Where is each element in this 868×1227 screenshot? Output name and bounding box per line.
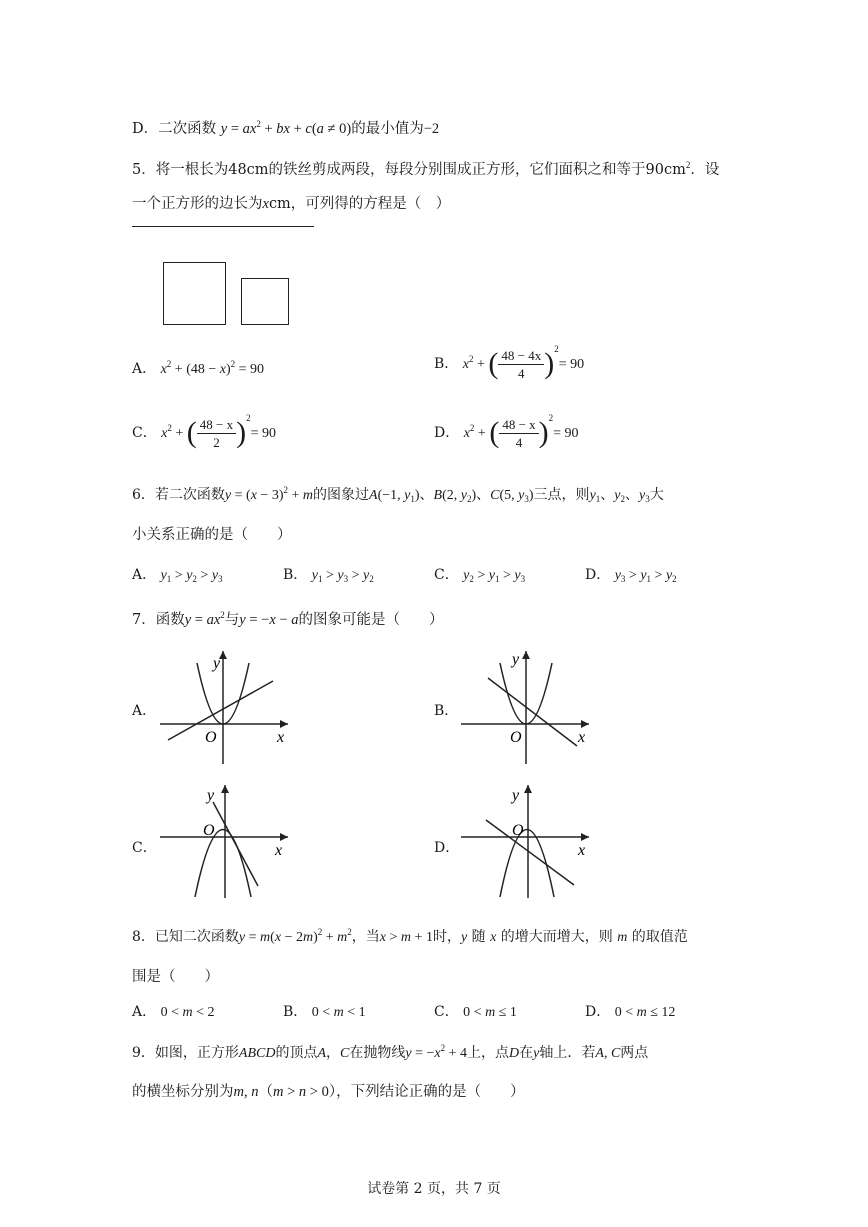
x-axis-arrow-icon [280,720,288,728]
x-axis-arrow-icon [581,833,589,841]
line-graph [213,802,258,886]
q5-option-a: A． $x^2 + (48 - x)^2 = 90$ [132,359,265,377]
large-square-figure [163,262,226,325]
q7-graph-d [456,782,596,902]
y-axis-arrow-icon [219,651,227,659]
q5-text1-end: ．设 [690,162,720,178]
answer-underline [132,226,314,227]
q7-option-d-label: D． [434,840,460,856]
q4-d-suffix: 的最小值为 [351,121,424,137]
q6-option-d: D． $y_3 > y_1 > y_2$ [585,567,677,584]
q6-text1-end: 三点，则 [533,487,590,503]
q5-c-label: C． [132,425,157,441]
q6-text2: 小关系正确的是（ ） [132,527,292,543]
y-axis-arrow-icon [524,785,532,793]
q5-b-label: B． [434,356,459,372]
page-footer: 试卷第 2 页，共 7 页 [367,1181,501,1197]
q6-text1: 6．若二次函数 [132,487,225,503]
q8-text1-mid: ，当 [351,929,380,945]
q5-b-denominator: 4 [518,365,525,381]
q5-d-eq: = 90 [553,426,579,441]
q6-option-a: A． $y_1 > y_2 > y_3$ [132,567,223,584]
q7-stem: 7．函数$y = ax^2$与y = −x − a的图象可能是（ ） [132,610,444,628]
q6-stem-line1: 6．若二次函数$y = (x - 3)^2 + m$的图象过A(−1, $y_1$)、B(2, $y_2$)、C(5, $y_3$)三点，则$y_1$、$y_2$、$y_3$大 [132,485,664,504]
x-axis-arrow-icon [280,833,288,841]
q5-c-fraction [197,416,236,451]
q9-text1-a: 的顶点 [275,1045,318,1061]
q9-text1-d: 上，点 [467,1045,510,1061]
q5-c-eq: = 90 [250,426,277,441]
q4-d-prefix: D．二次函数 [132,121,217,137]
q9-text1-g: 两点 [620,1045,649,1061]
q5-d-numerator: 48 − x [499,416,538,434]
y-axis-label: y [207,787,215,804]
x-axis-arrow-icon [581,720,589,728]
q7-option-c-label: C． [132,840,157,856]
q5-text2-unit: cm，可列得的方程是（ ） [268,196,451,212]
y-axis-label: y [512,651,520,668]
q8-a-label: A． [132,1004,157,1020]
q5-c-denominator: 2 [213,434,220,450]
q8-c-label: C． [434,1004,459,1020]
line-graph [488,678,577,746]
q7-graph-b [456,648,596,768]
q9-text2-end: ），下列结论正确的是（ ） [328,1084,525,1100]
q5-stem-line1: 5．将一根长为48cm的铁丝剪成两段，每段分别围成正方形，它们面积之和等于$90cm^2$．设 [132,160,720,178]
x-axis-label: x [578,729,586,746]
q6-text1-mid: 的图象过 [313,487,370,503]
q5-option-b: B． $x^2$ + ( $\frac{48 - 4x}{4}$ )$^2$= 90 [434,344,585,381]
x-axis-label: x [578,842,586,859]
q5-d-denominator: 4 [515,434,523,450]
q8-text1-end2: 的增大而增大，则 [500,929,613,945]
q8-stem-line2 [132,965,219,986]
q8-option-b: B． 0 < m < 1 [283,1004,366,1020]
q8-option-a: A． 0 < m < 2 [132,1004,215,1020]
q4-d-value: −2 [423,121,440,137]
q8-option-c: C． 0 < m ≤ 1 [434,1004,517,1020]
q7-graph-a [155,648,295,768]
q6-b-label: B． [283,567,308,583]
q9-text1-b: ， [326,1045,341,1061]
y-axis-label: y [213,655,221,672]
q5-option-d: D． $x^2$ + ( $\frac{48 - x}{4}$ )$^2$= 90 [434,413,579,450]
q6-text1-tail: 大 [649,487,664,503]
y-axis-label: y [512,787,520,804]
q7-option-b-label: B． [434,703,459,719]
origin-label: O [205,729,217,746]
origin-label: O [512,822,524,839]
q7-graph-c [155,782,295,902]
q8-stem-line1: 8．已知二次函数$y = m(x - 2m)^2 + m^2$，当x > m + 1时，y 随 x 的增大而增大，则 m 的取值范 [132,927,688,945]
small-square-figure [241,278,289,325]
q7-text-end: 的图象可能是（ ） [298,612,444,628]
q5-text1: 5．将一根长为48cm的铁丝剪成两段，每段分别围成正方形，它们面积之和等于90cm [132,162,686,178]
q6-c-label: C． [434,567,459,583]
q7-text-mid: 与 [224,612,240,628]
q8-text1-mid2: 时， [432,929,461,945]
q9-stem-line1: 9．如图，正方形ABCD的顶点A，C在抛物线$y = -x^2 + 4$上，点D在y轴上．若A, C两点 [132,1043,649,1061]
q5-b-eq: = 90 [558,357,585,372]
q4-option-d: D．二次函数 $y = ax^2$ + bx + c(a ≠ 0)的最小值为−2 [132,119,440,137]
q5-option-c: C． $x^2$ + ( $\frac{48 - x}{2}$ )$^2$= 90 [132,413,277,450]
q6-option-b: B． $y_1 > y_3 > y_2$ [283,567,374,584]
y-axis-arrow-icon [522,651,530,659]
q8-d-label: D． [585,1004,611,1020]
q9-text2: 的横坐标分别为 [132,1084,234,1100]
q6-option-c: C． $y_2 > y_1 > y_3$ [434,567,526,584]
q9-text1: 9．如图，正方形 [132,1045,239,1061]
x-axis-label: x [275,842,283,859]
q8-b-label: B． [283,1004,308,1020]
y-axis-arrow-icon [221,785,229,793]
q8-text1-end: 随 [471,929,486,945]
q5-b-fraction [498,347,544,382]
q5-a-label: A． [132,361,157,377]
parabola-curve [500,830,554,898]
q9-text1-c: 在抛物线 [349,1045,406,1061]
q5-text2: 一个正方形的边长为 [132,196,263,212]
q7-text: 7．函数 [132,612,185,628]
q5-d-fraction [499,416,538,451]
q6-a-label: A． [132,567,157,583]
origin-label: O [203,822,215,839]
x-axis-label: x [277,729,285,746]
q5-d-label: D． [434,425,460,441]
line-graph [168,681,273,740]
parabola-curve [195,830,251,898]
q8-text1-end3: 的取值范 [631,929,688,945]
q9-text1-f: 轴上．若 [539,1045,596,1061]
q6-stem-line2 [132,523,292,544]
q9-stem-line2: 的横坐标分别为m, n（m > n > 0），下列结论正确的是（ ） [132,1084,525,1100]
q6-d-label: D． [585,567,611,583]
q8-text2: 围是（ ） [132,969,219,985]
q9-text2-mid: （ [258,1084,273,1100]
q5-b-numerator: 48 − 4x [498,347,544,365]
q7-option-a-label: A． [132,703,157,719]
q8-text1: 8．已知二次函数 [132,929,239,945]
origin-label: O [510,729,522,746]
q8-option-d: D． 0 < m ≤ 12 [585,1004,676,1020]
q5-c-numerator: 48 − x [197,416,236,434]
q9-text1-e: 在 [519,1045,534,1061]
q5-stem-line2: 一个正方形的边长为xcm，可列得的方程是（ ） [132,196,451,212]
